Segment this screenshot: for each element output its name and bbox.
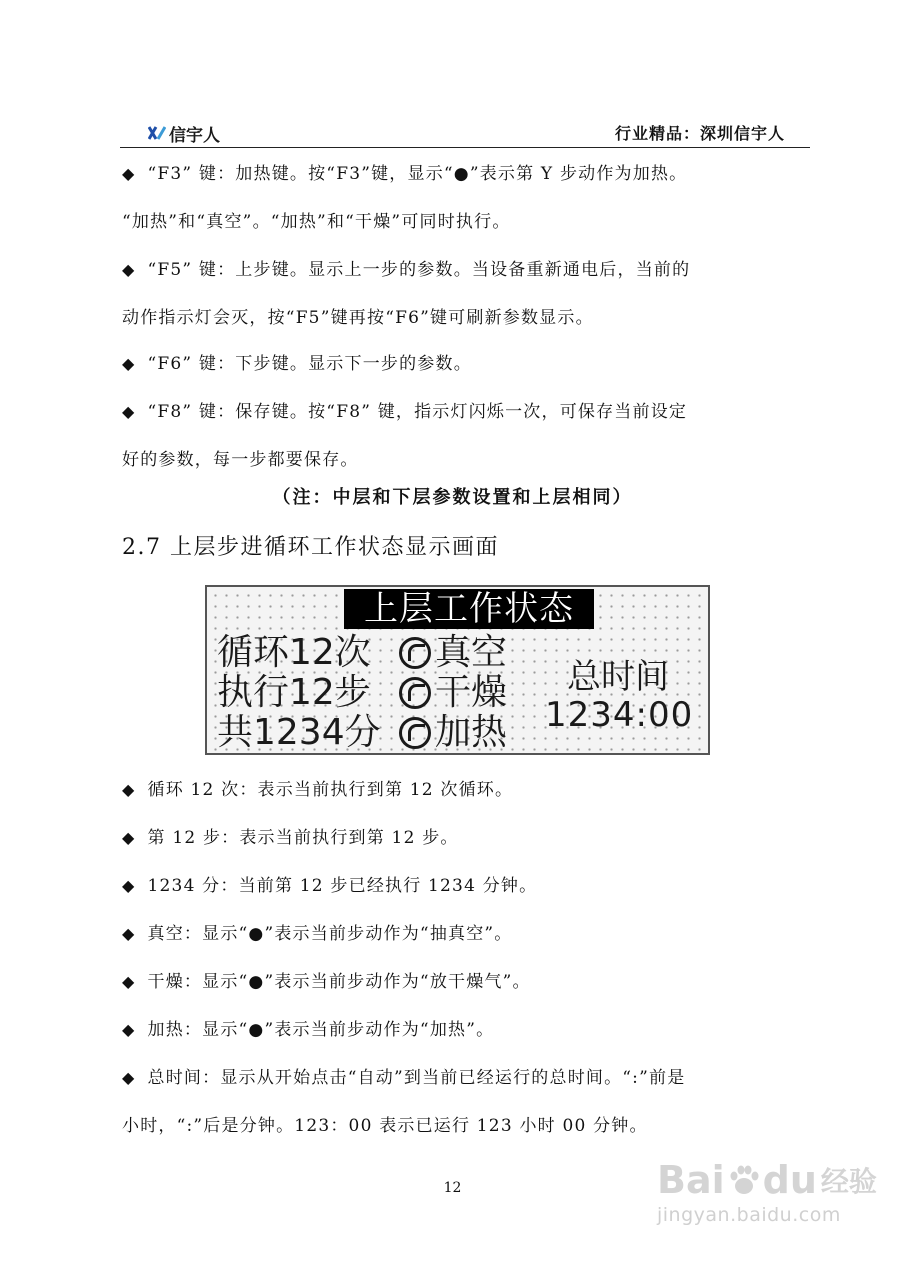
paragraph-line [122, 388, 812, 436]
list-item-continuation [122, 1102, 812, 1150]
item-text: 加热：显示“●”表示当前步动作为“加热”。 [147, 1020, 495, 1040]
lcd-cycle-count: 循环12次 [217, 632, 371, 673]
baidu-jingyan-watermark [657, 1158, 877, 1258]
diamond-bullet-icon: ◆ [122, 260, 136, 279]
f8-line-1: “F8” 键：保存键。按“F8” 键，指示灯闪烁一次，可保存当前设定 [147, 402, 688, 422]
f8-line-2: 好的参数，每一步都要保存。 [122, 450, 359, 470]
f5-line-2: 动作指示灯会灭，按“F5”键再按“F6”键可刷新参数显示。 [122, 308, 594, 328]
diamond-bullet-icon: ◆ [122, 1068, 136, 1087]
page-number: 12 [443, 1180, 462, 1196]
lcd-total-time-value: 1234:00 [545, 695, 694, 735]
baidu-paw-icon [727, 1163, 761, 1197]
explanation-list [122, 766, 812, 1150]
watermark-url: jingyan.baidu.com [657, 1204, 841, 1226]
paragraph-line [122, 340, 812, 388]
paragraph-line [122, 150, 812, 198]
f3-line-1: “F3” 键：加热键。按“F3”键，显示“●”表示第 Y 步动作为加热。 [147, 164, 688, 184]
item-text: 1234 分：当前第 12 步已经执行 1234 分钟。 [147, 876, 538, 896]
paragraph-line [122, 436, 812, 484]
f3-line-2: “加热”和“真空”。“加热”和“干燥”可同时执行。 [122, 212, 511, 232]
watermark-du: du [762, 1158, 817, 1202]
lcd-step-count: 执行12步 [217, 672, 371, 713]
lcd-total-time-label: 总时间 [567, 657, 669, 697]
list-item [122, 910, 812, 958]
paragraph-f5 [122, 246, 812, 342]
diamond-bullet-icon: ◆ [122, 780, 136, 799]
list-item [122, 862, 812, 910]
paragraph-line [122, 294, 812, 342]
list-item [122, 958, 812, 1006]
lcd-vacuum-label: 真空 [435, 632, 508, 673]
xinyuren-logo-icon [148, 124, 166, 142]
watermark-product: 经验 [820, 1165, 877, 1198]
diamond-bullet-icon: ◆ [122, 876, 136, 895]
item-text: 真空：显示“●”表示当前步动作为“抽真空”。 [147, 924, 513, 944]
diamond-bullet-icon: ◆ [122, 972, 136, 991]
lcd-status-screen [205, 585, 710, 755]
list-item [122, 766, 812, 814]
list-item [122, 1054, 812, 1102]
diamond-bullet-icon: ◆ [122, 354, 136, 373]
item-text: 第 12 步：表示当前执行到第 12 步。 [147, 828, 459, 848]
section-title: 2.7 上层步进循环工作状态显示画面 [122, 535, 499, 560]
lcd-minutes-total: 共1234分 [217, 712, 381, 753]
f6-line-1: “F6” 键：下步键。显示下一步的参数。 [147, 354, 472, 374]
watermark-bai: Bai [657, 1158, 725, 1202]
f5-line-1: “F5” 键：上步键。显示上一步的参数。当设备重新通电后，当前的 [147, 260, 691, 280]
list-item [122, 1006, 812, 1054]
dry-indicator-icon [399, 677, 431, 709]
lcd-title: 上层工作状态 [344, 589, 594, 629]
note-heading: （注：中层和下层参数设置和上层相同） [272, 487, 633, 508]
heat-indicator-icon [399, 717, 431, 749]
paragraph-f3 [122, 150, 812, 246]
diamond-bullet-icon: ◆ [122, 828, 136, 847]
lcd-heat-label: 加热 [435, 712, 508, 753]
lcd-dry-label: 干燥 [435, 672, 508, 713]
watermark-brand [657, 1158, 877, 1202]
paragraph-f8 [122, 388, 812, 484]
item-text: 循环 12 次：表示当前执行到第 12 次循环。 [147, 780, 514, 800]
paragraph-line [122, 246, 812, 294]
item-text: 干燥：显示“●”表示当前步动作为“放干燥气”。 [147, 972, 531, 992]
vacuum-indicator-icon [399, 637, 431, 669]
list-item [122, 814, 812, 862]
header-divider [120, 147, 810, 148]
diamond-bullet-icon: ◆ [122, 164, 136, 183]
diamond-bullet-icon: ◆ [122, 924, 136, 943]
header-tagline: 行业精品：深圳信宇人 [614, 124, 785, 143]
company-logo [148, 122, 220, 144]
diamond-bullet-icon: ◆ [122, 1020, 136, 1039]
item-text: 总时间：显示从开始点击“自动”到当前已经运行的总时间。“:”前是 [147, 1068, 686, 1088]
item-text: 小时，“:”后是分钟。123：00 表示已运行 123 小时 00 分钟。 [122, 1116, 648, 1136]
paragraph-f6 [122, 340, 812, 388]
logo-text: 信宇人 [169, 125, 220, 146]
paragraph-line [122, 198, 812, 246]
diamond-bullet-icon: ◆ [122, 402, 136, 421]
